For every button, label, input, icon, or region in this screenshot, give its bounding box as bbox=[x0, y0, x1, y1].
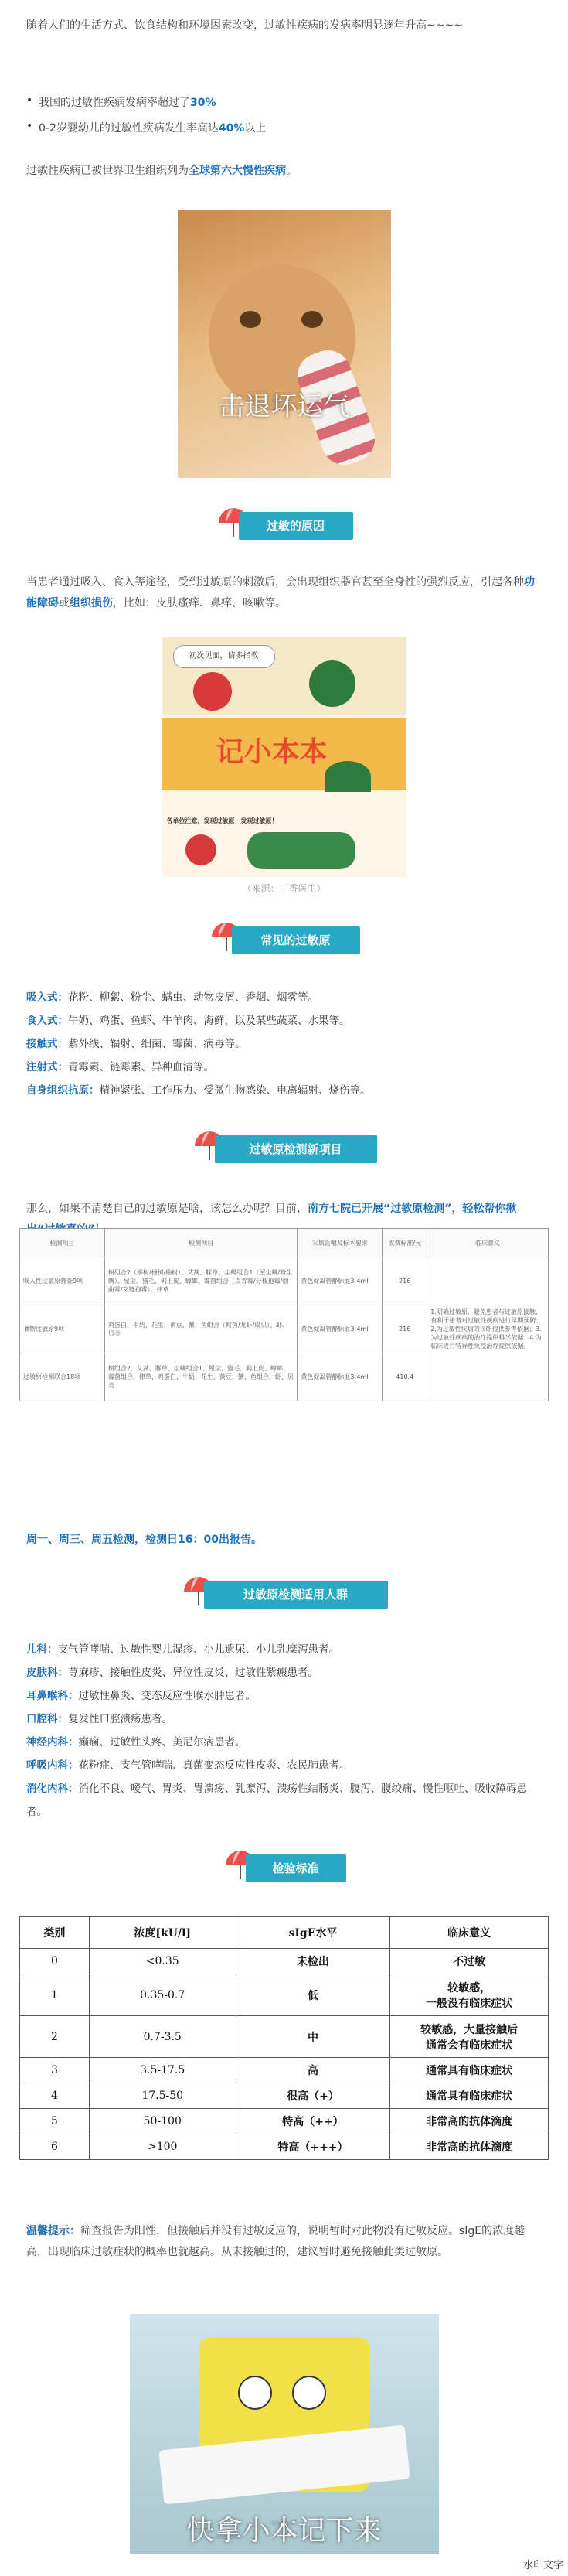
allergen-item: 接触式：紫外线、辐射、细菌、霉菌、病毒等。 bbox=[26, 1038, 246, 1050]
table-cell: 黄色促凝管静脉血3-4ml bbox=[298, 1257, 383, 1305]
image-source: （来源：丁香医生） bbox=[242, 883, 326, 894]
comic-image bbox=[162, 637, 406, 877]
table-cell: 3.5-17.5 bbox=[89, 2058, 236, 2083]
cause-paragraph: 当患者通过吸入、食入等途径，受到过敏原的刺激后，会出现组织器官甚至全身性的强烈反应，引起各种功能障碍或组织损伤，比如：皮肤瘙痒、鼻痒、咳嗽等。 bbox=[26, 576, 535, 609]
table-cell: 17.5-50 bbox=[89, 2083, 236, 2109]
table-cell: 216 bbox=[383, 1257, 427, 1305]
table-cell: 特高（+++） bbox=[236, 2134, 390, 2160]
table-cell: 特高（++） bbox=[236, 2109, 390, 2134]
table-row bbox=[20, 2134, 549, 2160]
table-header: sIgE水平 bbox=[236, 1917, 390, 1949]
watermark-text: 水印文字 bbox=[522, 2560, 563, 2571]
section-title: 常见的过敏原 bbox=[232, 926, 360, 954]
allergen-item: 吸入式：花粉、柳絮、粉尘、螨虫、动物皮屑、香烟、烟雾等。 bbox=[26, 991, 318, 1004]
new-test-paragraph: 那么，如果不清楚自己的过敏原是啥，该怎么办呢？目前，南方七院已开展“过敏原检测”，轻松帮你揪 bbox=[26, 1203, 517, 1215]
table-cell: 树组合2（柳树/杨树/榆树）、艾蒿、豚草、尘螨组合1（屋尘螨/粉尘螨）、屋尘、猫毛、狗上皮、蟑螂、霉菌组合（点青霉/分枝孢霉/烟曲霉/交链孢霉）、律草 bbox=[104, 1257, 298, 1305]
section-banner-groups bbox=[181, 1575, 388, 1612]
table-cell: 非常高的抗体滴度 bbox=[390, 2134, 549, 2160]
table-cell: 4 bbox=[20, 2083, 90, 2109]
image-caption: 快拿小本记下来 bbox=[186, 2515, 382, 2547]
table-cell: 鸡蛋白、牛奶、花生、黄豆、蟹、鱼组合（鳕鱼/龙虾/扇贝）、虾、贝类 bbox=[104, 1305, 298, 1353]
table-cell: 树组合2、艾蒿、豚草、尘螨组合1、屋尘、猫毛、狗上皮、蟑螂、霉菌组合、律草、鸡蛋白、牛奶、花生、黄豆、蟹、鱼组合、虾、贝类 bbox=[104, 1353, 298, 1401]
section-title: 检验标准 bbox=[246, 1854, 346, 1882]
table-cell: 非常高的抗体滴度 bbox=[390, 2109, 549, 2134]
group-item: 神经内科：癫痫、过敏性头疼、美尼尔病患者。 bbox=[26, 1736, 246, 1749]
group-item: 皮肤科：荨麻疹、接触性皮炎、异位性皮炎、过敏性紫癜患者。 bbox=[26, 1667, 318, 1679]
table-cell: 410.4 bbox=[383, 1353, 427, 1401]
group-item: 耳鼻喉科：过敏性鼻炎、变态反应性喉水肿患者。 bbox=[26, 1690, 256, 1702]
table-cell: 1.明确过敏原，避免患者与过敏原接触，有利于患者对过敏性疾病进行早期预防；2.为过敏性疾病的诊断提供参考依据；3.为过敏性疾病的治疗提供科学依据；4.为临床进行特异性免疫治疗提供依据。 bbox=[427, 1257, 549, 1401]
table-row bbox=[20, 2016, 549, 2058]
cat-meme-image bbox=[178, 210, 391, 478]
table-header: 临床意义 bbox=[427, 1229, 549, 1257]
table-header: 检测项目 bbox=[20, 1229, 105, 1257]
table-cell: >100 bbox=[89, 2134, 236, 2160]
table-cell: 6 bbox=[20, 2134, 90, 2160]
comic-title: 记小本本 bbox=[216, 736, 328, 768]
spongebob-meme-image bbox=[130, 2314, 439, 2554]
section-banner-allergens bbox=[209, 920, 360, 957]
section-title: 过敏原检测适用人群 bbox=[204, 1581, 388, 1609]
group-item: 口腔科：复发性口腔溃疡患者。 bbox=[26, 1713, 172, 1725]
table-row bbox=[20, 1974, 549, 2016]
standards-table bbox=[19, 1916, 549, 2160]
section-banner-standards bbox=[223, 1848, 346, 1885]
group-item: 呼吸内科：花粉症、支气管哮喘、真菌变态反应性皮炎、农民肺患者。 bbox=[26, 1759, 350, 1772]
table-cell: 高 bbox=[236, 2058, 390, 2083]
table-cell: 50-100 bbox=[89, 2109, 236, 2134]
speech-bubble: 初次见面，请多指教 bbox=[173, 645, 275, 668]
table-cell: 吸入性过敏原筛查9项 bbox=[20, 1257, 105, 1305]
table-cell: 通常具有临床症状 bbox=[390, 2058, 549, 2083]
section-title: 过敏原检测新项目 bbox=[215, 1135, 377, 1163]
table-header: 检测项目 bbox=[104, 1229, 298, 1257]
table-header: 浓度[kU/l] bbox=[89, 1917, 236, 1949]
group-item: 儿科：支气管哮喘、过敏性婴儿湿疹、小儿遗尿、小儿乳糜泻患者。 bbox=[26, 1643, 339, 1656]
table-cell: 1 bbox=[20, 1974, 90, 2016]
section-banner-causes bbox=[216, 506, 353, 543]
table-cell: 2 bbox=[20, 2016, 90, 2058]
table-row bbox=[20, 2109, 549, 2134]
table-header: 临床意义 bbox=[390, 1917, 549, 1949]
table-cell: 较敏感，大量接触后 通常会有临床症状 bbox=[390, 2016, 549, 2058]
allergen-item: 注射式：青霉素、链霉素、异种血清等。 bbox=[26, 1061, 214, 1073]
table-cell: 不过敏 bbox=[390, 1949, 549, 1974]
section-title: 过敏的原因 bbox=[239, 512, 353, 540]
table-cell: 较敏感， 一般没有临床症状 bbox=[390, 1974, 549, 2016]
schedule-note: 周一、周三、周五检测，检测日16：00出报告。 bbox=[26, 1534, 262, 1546]
allergen-item: 自身组织抗原：精神紧张、工作压力、受微生物感染、电离辐射、烧伤等。 bbox=[26, 1084, 371, 1097]
table-header: 收费标准/元 bbox=[383, 1229, 427, 1257]
who-paragraph: 过敏性疾病已被世界卫生组织列为全球第六大慢性疾病。 bbox=[26, 165, 297, 177]
table-header: 类别 bbox=[20, 1917, 90, 1949]
table-header: 采集医嘱及标本要求 bbox=[298, 1229, 383, 1257]
table-row bbox=[20, 1949, 549, 1974]
allergen-item: 食入式：牛奶、鸡蛋、鱼虾、牛羊肉、海鲜，以及某些蔬菜、水果等。 bbox=[26, 1015, 350, 1027]
tip-paragraph: 温馨提示：筛查报告为阳性，但接触后并没有过敏反应的，说明暂时对此物没有过敏反应。sIgE的浓度越高，出现临床过敏症状的概率也就越高。从未接触过的，建议暂时避免接触此类过敏原。 bbox=[26, 2225, 525, 2258]
table-cell: 食物过敏原9项 bbox=[20, 1305, 105, 1353]
table-cell: 过敏原检测联合18项 bbox=[20, 1353, 105, 1401]
table-cell: 未检出 bbox=[236, 1949, 390, 1974]
bullet-item: • 我国的过敏性疾病发病率超过了30% bbox=[39, 94, 216, 110]
group-item: 消化内科：消化不良、嗳气、胃炎、胃溃疡、乳糜泻、溃疡性结肠炎、腹泻、腹绞痛、慢性呕吐、吸收障碍患者。 bbox=[26, 1783, 527, 1818]
speech-bubble: 各单位注意，发现过敏原！发现过敏原！ bbox=[166, 817, 278, 824]
image-caption: 击退坏运气 bbox=[218, 391, 350, 422]
bullet-item: • 0-2岁婴幼儿的过敏性疾病发生率高达40%以上 bbox=[39, 120, 266, 135]
table-row bbox=[20, 1257, 549, 1305]
intro-paragraph: 随着人们的生活方式、饮食结构和环境因素改变，过敏性疾病的发病率明显逐年升高~~~~ bbox=[26, 19, 463, 32]
section-banner-new-test bbox=[192, 1129, 377, 1166]
table-cell: 0.7-3.5 bbox=[89, 2016, 236, 2058]
table-cell: 通常具有临床症状 bbox=[390, 2083, 549, 2109]
table-cell: <0.35 bbox=[89, 1949, 236, 1974]
table-row bbox=[20, 2083, 549, 2109]
table-cell: 低 bbox=[236, 1974, 390, 2016]
table-cell: 0.35-0.7 bbox=[89, 1974, 236, 2016]
table-cell: 黄色促凝管静脉血3-4ml bbox=[298, 1353, 383, 1401]
table-cell: 216 bbox=[383, 1305, 427, 1353]
table-cell: 3 bbox=[20, 2058, 90, 2083]
table-cell: 黄色促凝管静脉血3-4ml bbox=[298, 1305, 383, 1353]
table-cell: 0 bbox=[20, 1949, 90, 1974]
table-cell: 5 bbox=[20, 2109, 90, 2134]
test-items-table bbox=[19, 1228, 549, 1401]
table-cell: 很高（+） bbox=[236, 2083, 390, 2109]
table-cell: 中 bbox=[236, 2016, 390, 2058]
table-row bbox=[20, 2058, 549, 2083]
